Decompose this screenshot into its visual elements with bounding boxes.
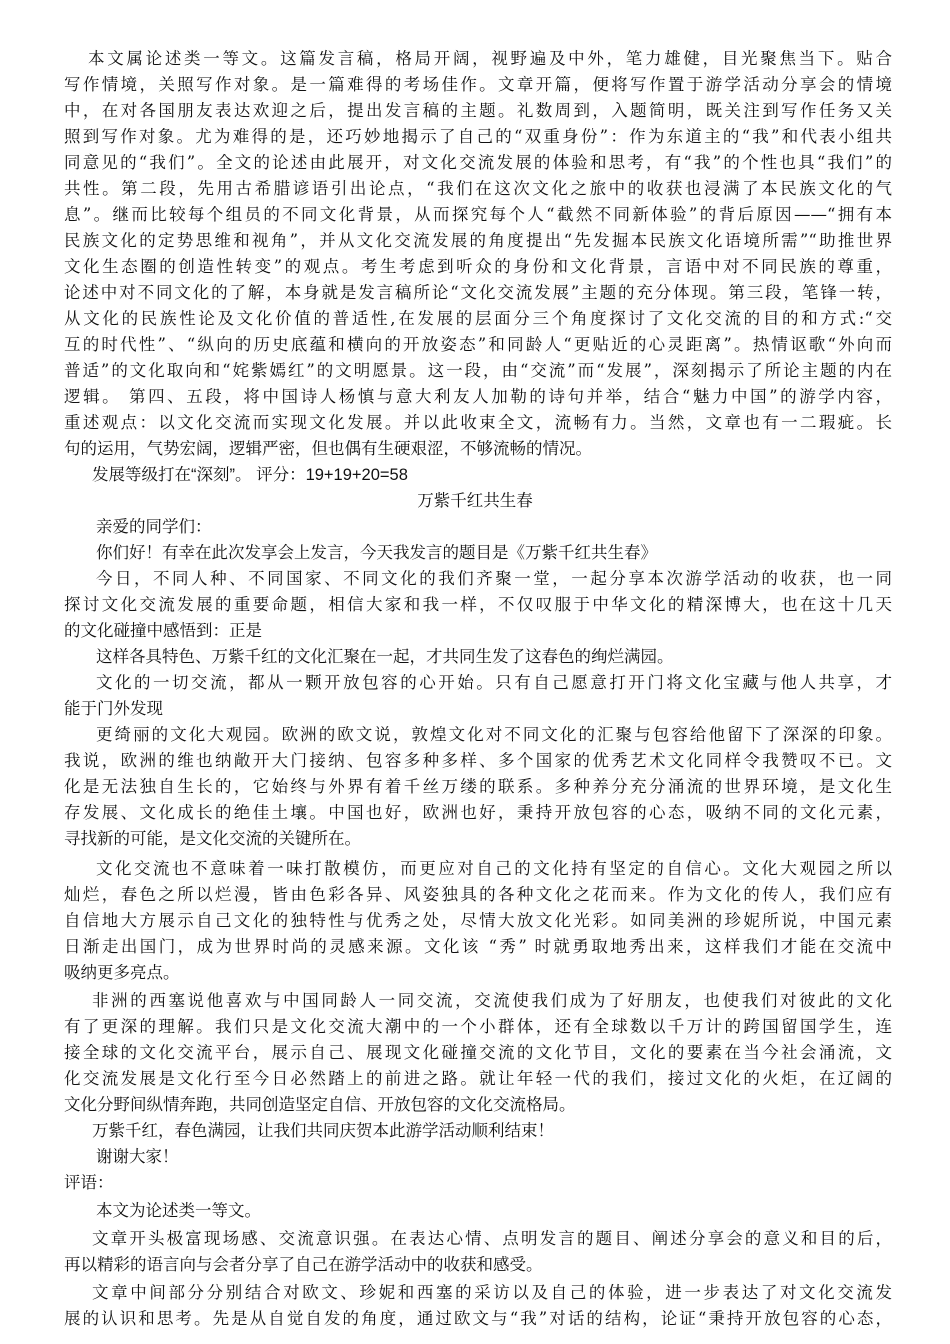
essay-line: 灿烂，春色之所以烂漫，皆由色彩各异、风姿独具的各种文化之花而来。作为文化的传人，我们应有 <box>64 885 892 904</box>
commentary-line: 句的运用，气势宏阔，逻辑严密，但也偶有生硬艰涩，不够流畅的情况。 <box>64 439 592 458</box>
essay-line: 文化分野间纵情奔跑，共同创造坚定自信、开放包容的文化交流格局。 <box>64 1095 576 1114</box>
essay-line: 日渐走出国门，成为世界时尚的灵感来源。文化该 “秀” 时就勇取地秀出来，这样我们才能在交流中 <box>64 937 892 956</box>
essay-line: 文化的一切交流，都从一颗开放包容的心开始。只有自己愿意打开门将文化宝藏与他人共享，才 <box>96 673 892 692</box>
essay-line: 自信地大方展示自己文化的独特性与优秀之处，尽情大放文化光彩。如同美洲的珍妮所说，中国元素 <box>64 911 892 930</box>
commentary-line: 写作情境，关照写作对象。是一篇难得的考场佳作。文章开篇，便将写作置于游学活动分享会的情境 <box>64 75 892 94</box>
essay-line: 接全球的文化交流平台，展示自己、展现文化碰撞交流的文化节目，文化的要素在当今社会涌流，文 <box>64 1043 892 1062</box>
grade-line: 发展等级打在“深刻”。 评分：19+19+20=58 <box>92 466 408 484</box>
essay-line: 这样各具特色、万紫千红的文化汇聚在一起，才共同生发了这春色的绚烂满园。 <box>96 647 674 666</box>
commentary-line: 息”。继而比较每个组员的不同文化背景，从而探究每个人“截然不同新体验”的背后原因——“拥有本 <box>64 205 892 224</box>
essay-line: 万紫千红，春色满园，让我们共同庆贺本此游学活动顺利结束！ <box>92 1121 554 1140</box>
essay-title: 万紫千红共生春 <box>417 491 533 510</box>
essay-line: 寻找新的可能，是文化交流的关键所在。 <box>64 829 361 848</box>
essay-line: 化是无法独自生长的，它始终与外界有着千丝万缕的联系。多种养分充分涌流的世界环境，是文化生 <box>64 777 892 796</box>
essay-line: 更绮丽的文化大观园。欧洲的欧文说，敦煌文化对不同文化的汇聚与包容给他留下了深深的印象。 <box>96 725 892 744</box>
essay-line: 能于门外发现 <box>64 699 163 718</box>
essay-line: 文化交流也不意味着一味打散模仿，而更应对自己的文化持有坚定的自信心。文化大观园之所以 <box>96 859 892 878</box>
commentary-line: 论述中对不同文化的了解，本身就是发言稿所论“文化交流发展”主题的充分体现。第三段，笔锋一转， <box>64 283 892 302</box>
review-line: 文章开头极富现场感、交流意识强。在表达心情、点明发言的题目、阐述分享会的意义和目的后， <box>92 1229 892 1248</box>
commentary-line: 同意见的“我们”。全文的论述由此展开，对文化交流发展的体验和思考，有“我”的个性也具“我们”的 <box>64 153 892 172</box>
essay-line: 你们好！有幸在此次发享会上发言，今天我发言的题目是《万紫千红共生春》 <box>96 543 657 562</box>
commentary-line: 共性。第二段，先用古希腊谚语引出论点，“我们在这次文化之旅中的收获也浸满了本民族文化的气 <box>64 179 892 198</box>
review-line: 展的认识和思考。先是从自觉自发的角度，通过欧文与“我”对话的结构，论证“秉持开放包容的心态， <box>64 1309 892 1328</box>
commentary-line: 重述观点：以文化交流而实现文化发展。并以此收束全文，流畅有力。当然，文章也有一二瑕疵。长 <box>64 413 892 432</box>
essay-line: 我说，欧洲的维也纳敞开大门接纳、包容多种多样、多个国家的优秀艺术文化同样令我赞叹不已。文 <box>64 751 892 770</box>
review-label: 评语： <box>64 1173 114 1192</box>
review-line: 再以精彩的语言向与会者分享了自己在游学活动中的收获和感受。 <box>64 1255 543 1274</box>
commentary-line: 从文化的民族性论及文化价值的普适性,在发展的层面分三个角度探讨了文化交流的目的和方式:“交 <box>64 309 892 328</box>
essay-line: 的文化碰撞中感悟到：正是 <box>64 621 262 640</box>
essay-line: 存发展、文化成长的绝佳土壤。中国也好，欧洲也好，秉持开放包容的心态，吸纳不同的文化元素， <box>64 803 892 822</box>
essay-salutation: 亲爱的同学们： <box>96 517 212 536</box>
essay-line: 探讨文化交流发展的重要命题，相信大家和我一样，不仅叹服于中华文化的精深博大，也在这十几天 <box>64 595 892 614</box>
commentary-line: 文化生态圈的创造性转变”的观点。考生考虑到听众的身份和文化背景，言语中对不同民族的尊重， <box>64 257 892 276</box>
commentary-line: 互的时代性”、“纵向的历史底蕴和横向的开放姿态”和同龄人“更贴近的心灵距离”。热情讴歌“外向而 <box>64 335 892 354</box>
essay-line: 吸纳更多亮点。 <box>64 963 180 982</box>
commentary-line: 逻辑。 第四、五段，将中国诗人杨慎与意大利友人加勒的诗句并举，结合“魅力中国”的游学内容， <box>64 387 892 406</box>
essay-line: 今日，不同人种、不同国家、不同文化的我们齐聚一堂，一起分享本次游学活动的收获，也一同 <box>96 569 892 588</box>
commentary-line: 中，在对各国朋友表达欢迎之后，提出发言稿的主题。礼数周到，入题简明，既关注到写作任务又关 <box>64 101 892 120</box>
review-line: 本文为论述类一等文。 <box>96 1201 261 1220</box>
essay-line: 有了更深的理解。我们只是文化交流大潮中的一个小群体，还有全球数以千万计的跨国留国学生，连 <box>64 1017 892 1036</box>
commentary-line: 本文属论述类一等文。这篇发言稿，格局开阔，视野遍及中外，笔力雄健，目光聚焦当下。贴合 <box>88 49 892 68</box>
essay-line: 非洲的西塞说他喜欢与中国同龄人一同交流，交流使我们成为了好朋友，也使我们对彼此的文化 <box>92 991 892 1010</box>
commentary-line: 普适”的文化取向和“姹紫嫣红”的文明愿景。这一段，由“交流”而“发展”，深刻揭示了所论主题的内在 <box>64 361 892 380</box>
commentary-line: 民族文化的定势思维和视角”，并从文化交流发展的角度提出“先发掘本民族文化语境所需”“助推世界 <box>64 231 892 250</box>
essay-line: 谢谢大家！ <box>96 1147 179 1166</box>
essay-line: 化交流发展是文化行至今日必然踏上的前进之路。就让年轻一代的我们，接过文化的火炬，在辽阔的 <box>64 1069 892 1088</box>
commentary-line: 照到写作对象。尤为难得的是，还巧妙地揭示了自己的“双重身份”：作为东道主的“我”和代表小组共 <box>64 127 892 146</box>
review-line: 文章中间部分分别结合对欧文、珍妮和西塞的采访以及自己的体验，进一步表达了对文化交流发 <box>92 1283 892 1302</box>
